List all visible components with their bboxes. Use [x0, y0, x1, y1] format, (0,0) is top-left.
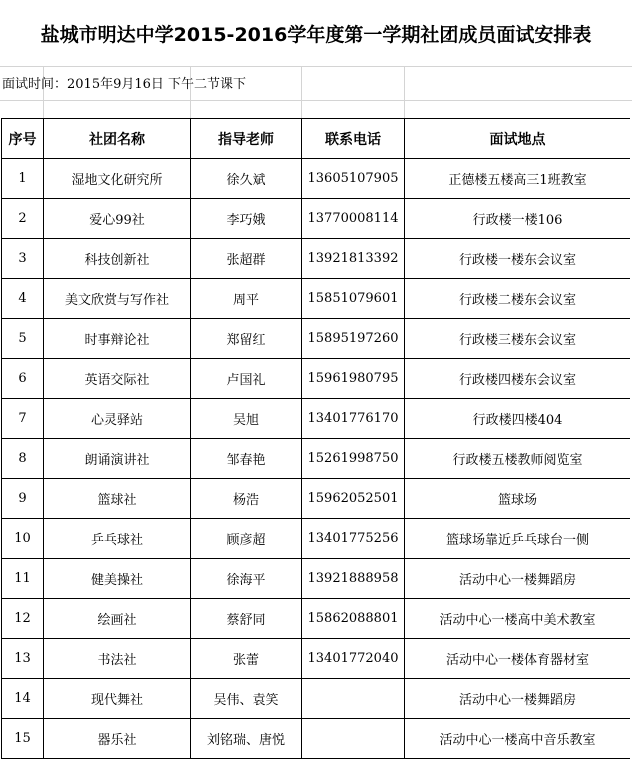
- cell-location: 活动中心一楼高中音乐教室: [405, 719, 631, 759]
- cell-club-name: 健美操社: [44, 559, 191, 599]
- cell-index: 7: [2, 399, 44, 439]
- cell-advisor: 徐海平: [191, 559, 302, 599]
- cell-advisor: 刘铭瑞、唐悦: [191, 719, 302, 759]
- cell-location: 正德楼五楼高三1班教室: [405, 159, 631, 199]
- cell-location: 行政楼二楼东会议室: [405, 279, 631, 319]
- cell-phone: 15961980795: [302, 359, 405, 399]
- header-club-name: 社团名称: [44, 119, 191, 159]
- table-row: [2, 679, 631, 719]
- cell-location: 行政楼三楼东会议室: [405, 319, 631, 359]
- cell-club-name: 美文欣赏与写作社: [44, 279, 191, 319]
- table-row: [2, 439, 631, 479]
- cell-club-name: 朗诵演讲社: [44, 439, 191, 479]
- cell-phone: 13401775256: [302, 519, 405, 559]
- table-row: [2, 279, 631, 319]
- cell-index: 1: [2, 159, 44, 199]
- table-row: [2, 719, 631, 759]
- cell-advisor: 李巧娥: [191, 199, 302, 239]
- table-row: [2, 159, 631, 199]
- cell-advisor: 郑留红: [191, 319, 302, 359]
- table-row: [2, 479, 631, 519]
- cell-index: 8: [2, 439, 44, 479]
- cell-club-name: 篮球社: [44, 479, 191, 519]
- cell-club-name: 爱心99社: [44, 199, 191, 239]
- cell-club-name: 英语交际社: [44, 359, 191, 399]
- page-title: 盐城市明达中学2015-2016学年度第一学期社团成员面试安排表: [40, 23, 592, 46]
- cell-index: 5: [2, 319, 44, 359]
- cell-location: 行政楼一楼东会议室: [405, 239, 631, 279]
- cell-phone: 13401772040: [302, 639, 405, 679]
- table-header-row: [2, 119, 631, 159]
- table-row: [2, 319, 631, 359]
- cell-index: 12: [2, 599, 44, 639]
- cell-location: 行政楼四楼东会议室: [405, 359, 631, 399]
- header-phone: 联系电话: [302, 119, 405, 159]
- header-location: 面试地点: [405, 119, 631, 159]
- cell-index: 15: [2, 719, 44, 759]
- table-row: [2, 359, 631, 399]
- table-row: [2, 199, 631, 239]
- cell-index: 9: [2, 479, 44, 519]
- cell-phone: [302, 679, 405, 719]
- cell-phone: 13921888958: [302, 559, 405, 599]
- cell-index: 2: [2, 199, 44, 239]
- grid-line: [0, 100, 632, 101]
- cell-phone: 15962052501: [302, 479, 405, 519]
- cell-advisor: 张蕾: [191, 639, 302, 679]
- cell-phone: 15851079601: [302, 279, 405, 319]
- cell-phone: 13921813392: [302, 239, 405, 279]
- grid-line: [404, 66, 405, 118]
- cell-club-name: 时事辩论社: [44, 319, 191, 359]
- cell-advisor: 徐久斌: [191, 159, 302, 199]
- cell-club-name: 书法社: [44, 639, 191, 679]
- cell-phone: [302, 719, 405, 759]
- cell-advisor: 蔡舒同: [191, 599, 302, 639]
- cell-club-name: 科技创新社: [44, 239, 191, 279]
- cell-index: 13: [2, 639, 44, 679]
- cell-index: 4: [2, 279, 44, 319]
- cell-advisor: 吴旭: [191, 399, 302, 439]
- cell-location: 行政楼一楼106: [405, 199, 631, 239]
- cell-location: 活动中心一楼舞蹈房: [405, 559, 631, 599]
- cell-club-name: 现代舞社: [44, 679, 191, 719]
- cell-location: 篮球场靠近乒乓球台一侧: [405, 519, 631, 559]
- table-row: [2, 599, 631, 639]
- cell-phone: 13770008114: [302, 199, 405, 239]
- cell-location: 活动中心一楼高中美术教室: [405, 599, 631, 639]
- cell-club-name: 湿地文化研究所: [44, 159, 191, 199]
- cell-location: 篮球场: [405, 479, 631, 519]
- cell-advisor: 周平: [191, 279, 302, 319]
- cell-club-name: 绘画社: [44, 599, 191, 639]
- cell-location: 活动中心一楼舞蹈房: [405, 679, 631, 719]
- cell-phone: 15895197260: [302, 319, 405, 359]
- cell-index: 3: [2, 239, 44, 279]
- cell-phone: 15261998750: [302, 439, 405, 479]
- cell-advisor: 顾彦超: [191, 519, 302, 559]
- cell-phone: 15862088801: [302, 599, 405, 639]
- cell-advisor: 邹春艳: [191, 439, 302, 479]
- table-row: [2, 639, 631, 679]
- cell-index: 6: [2, 359, 44, 399]
- grid-line: [301, 66, 302, 118]
- cell-location: 行政楼五楼教师阅览室: [405, 439, 631, 479]
- cell-advisor: 卢国礼: [191, 359, 302, 399]
- cell-phone: 13401776170: [302, 399, 405, 439]
- table-row: [2, 519, 631, 559]
- grid-line: [0, 66, 632, 67]
- schedule-table: [1, 118, 631, 759]
- cell-club-name: 器乐社: [44, 719, 191, 759]
- cell-club-name: 乒乓球社: [44, 519, 191, 559]
- cell-index: 11: [2, 559, 44, 599]
- cell-location: 活动中心一楼体育器材室: [405, 639, 631, 679]
- interview-time: 面试时间：2015年9月16日 下午二节课下: [2, 77, 247, 92]
- cell-index: 14: [2, 679, 44, 719]
- cell-location: 行政楼四楼404: [405, 399, 631, 439]
- cell-club-name: 心灵驿站: [44, 399, 191, 439]
- cell-advisor: 杨浩: [191, 479, 302, 519]
- table-row: [2, 559, 631, 599]
- cell-advisor: 吴伟、袁笑: [191, 679, 302, 719]
- table-row: [2, 399, 631, 439]
- header-index: 序号: [2, 119, 44, 159]
- cell-advisor: 张超群: [191, 239, 302, 279]
- table-row: [2, 239, 631, 279]
- cell-phone: 13605107905: [302, 159, 405, 199]
- header-advisor: 指导老师: [191, 119, 302, 159]
- cell-index: 10: [2, 519, 44, 559]
